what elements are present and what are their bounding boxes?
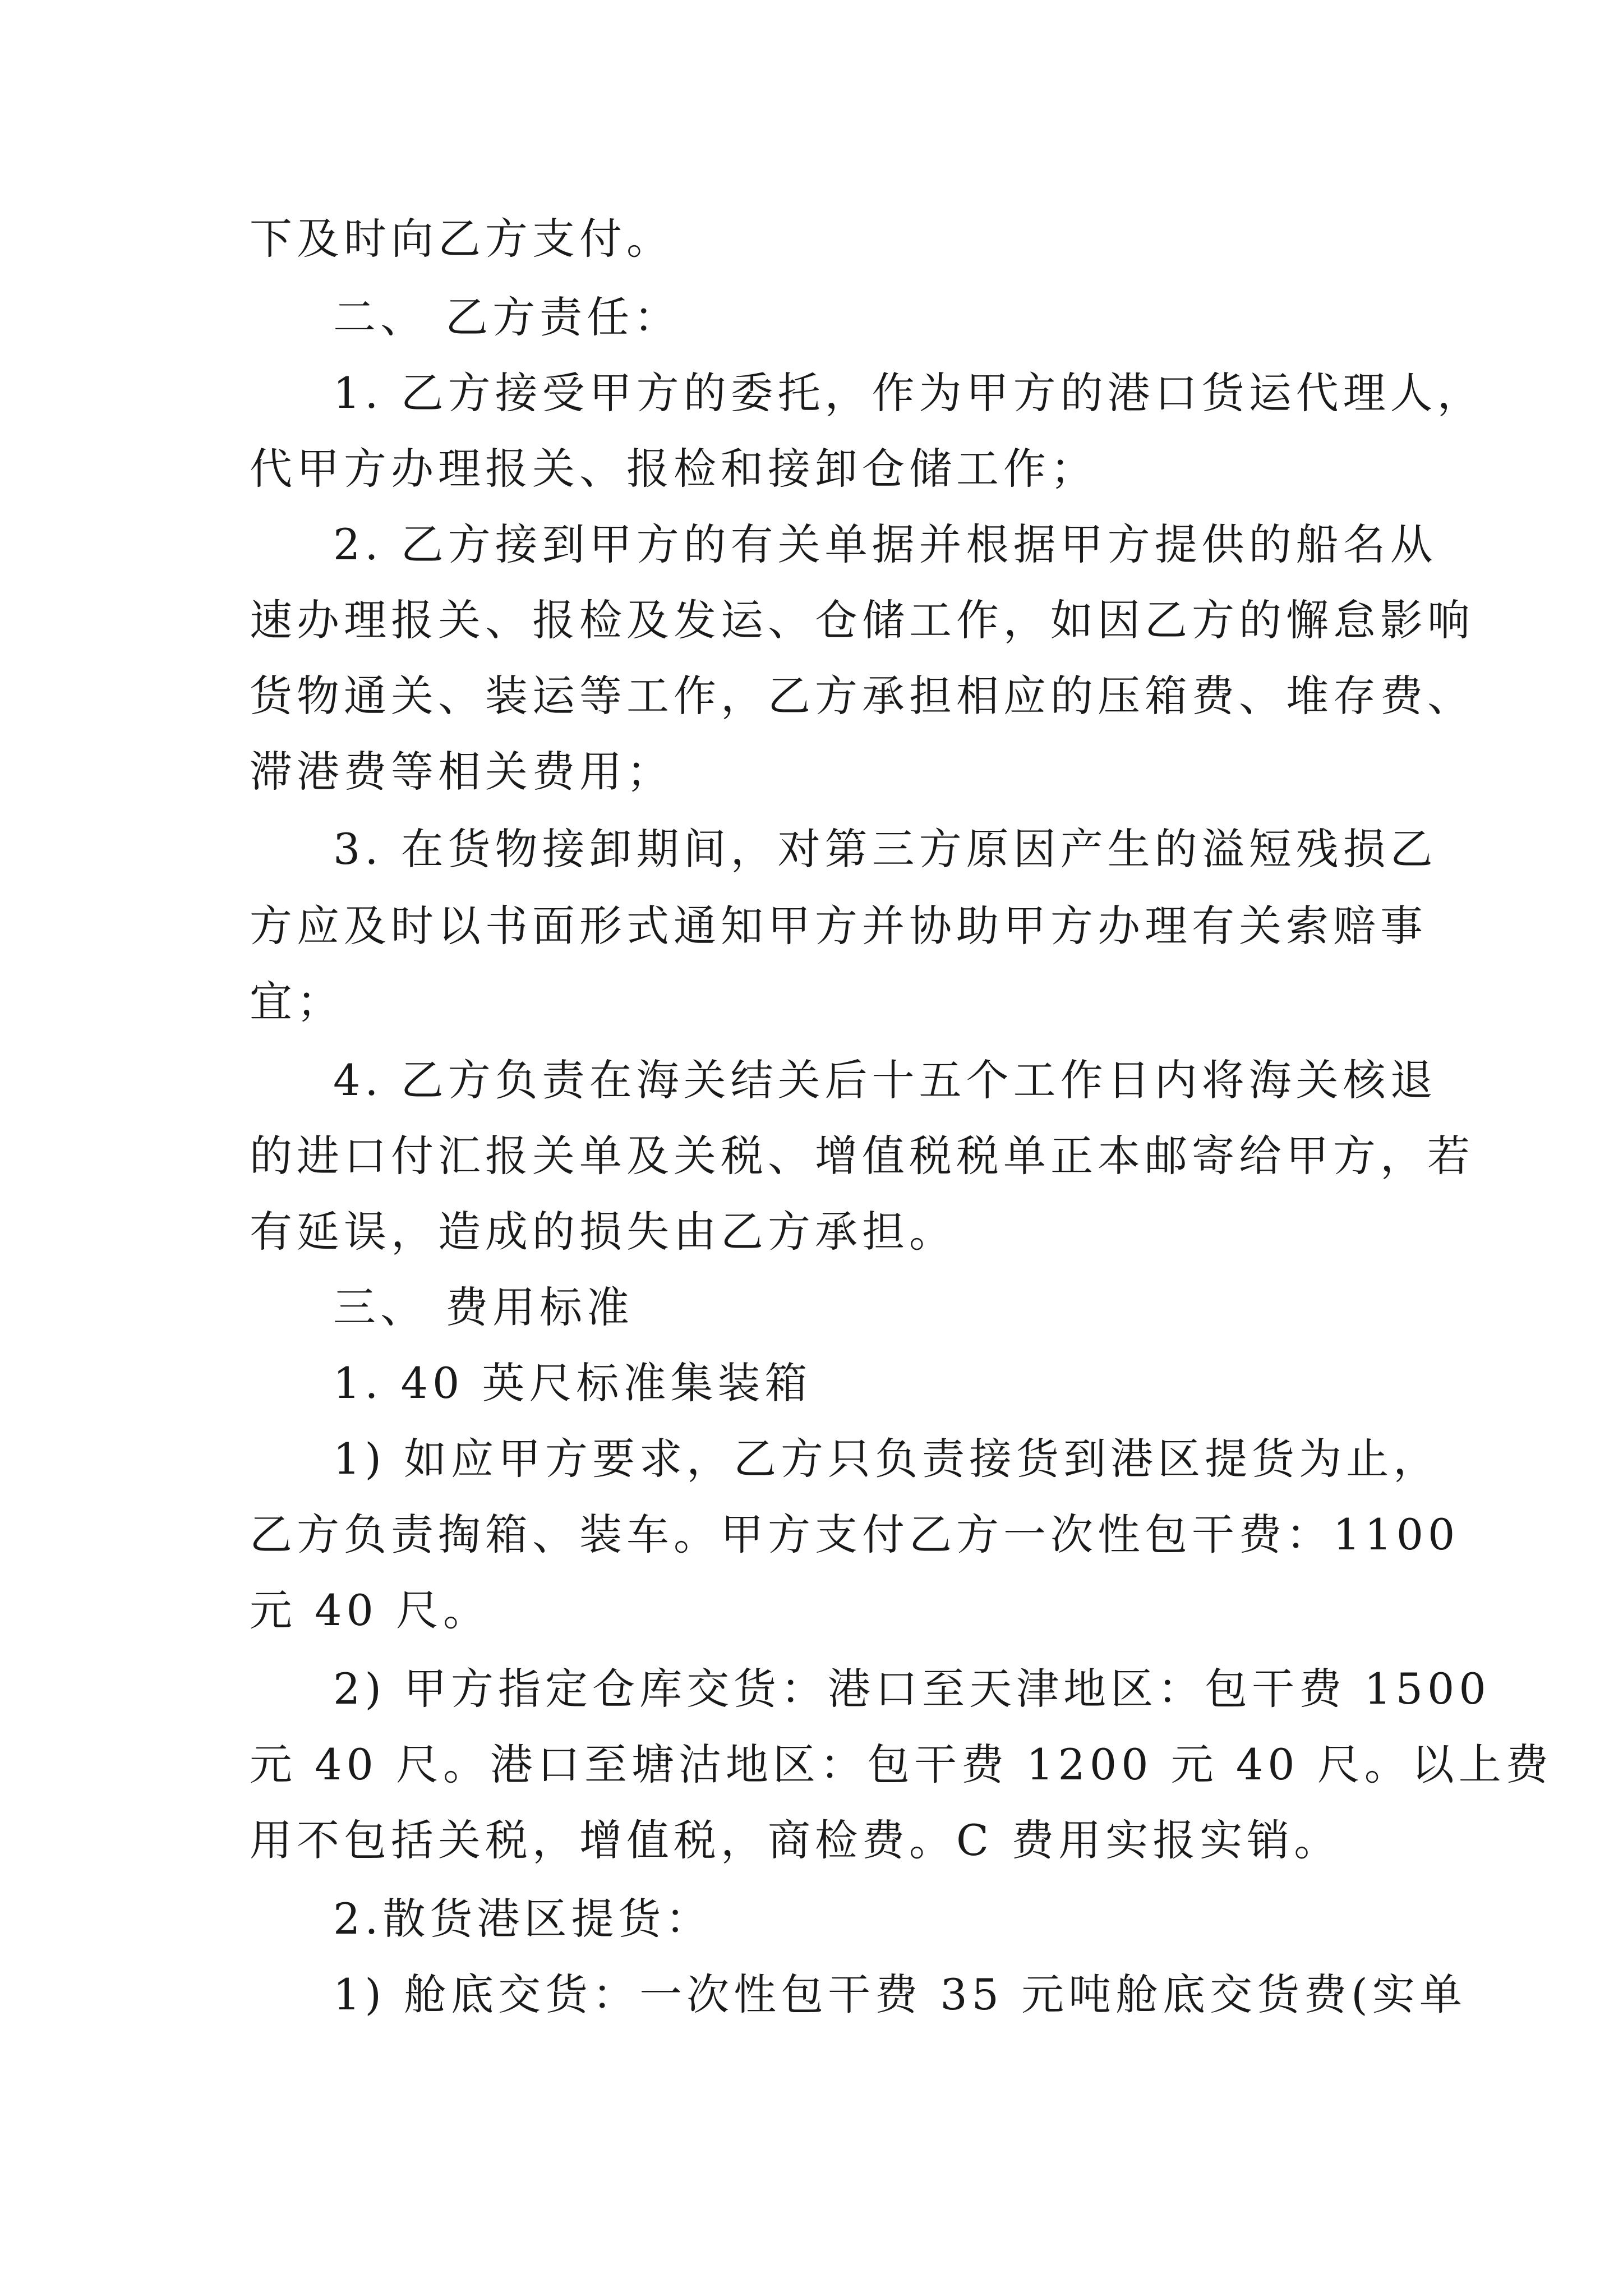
text-line-11: 宜；: [250, 977, 344, 1027]
text-line-24: 1) 舱底交货：一次性包干费 35 元吨舱底交货费(实单: [333, 1970, 1467, 2019]
text-line-9: 3. 在货物接卸期间，对第三方原因产生的溢短残损乙: [333, 824, 1437, 874]
text-line-6: 速办理报关、报检及发运、仓储工作，如因乙方的懈怠影响: [250, 595, 1474, 645]
text-line-8: 滞港费等相关费用；: [250, 747, 674, 797]
text-line-20: 2) 甲方指定仓库交货：港口至天津地区：包干费 1500: [333, 1664, 1491, 1714]
text-line-14: 有延误，造成的损失由乙方承担。: [250, 1207, 956, 1257]
text-line-21: 元 40 尺。港口至塘沽地区：包干费 1200 元 40 尺。以上费: [250, 1740, 1553, 1789]
text-line-4: 代甲方办理报关、报检和接卸仓储工作；: [250, 444, 1098, 494]
text-line-18: 乙方负责掏箱、装车。甲方支付乙方一次性包干费：1100: [250, 1510, 1460, 1559]
text-line-12: 4. 乙方负责在海关结关后十五个工作日内将海关核退: [333, 1055, 1437, 1105]
text-line-17: 1) 如应甲方要求，乙方只负责接货到港区提货为止，: [333, 1434, 1441, 1484]
text-line-22: 用不包括关税，增值税，商检费。C 费用实报实销。: [250, 1815, 1341, 1865]
text-line-10: 方应及时以书面形式通知甲方并协助甲方办理有关索赔事: [250, 901, 1427, 951]
text-line-19: 元 40 尺。: [250, 1585, 491, 1635]
text-line-5: 2. 乙方接到甲方的有关单据并根据甲方提供的船名从: [333, 519, 1437, 569]
text-line-3: 1. 乙方接受甲方的委托，作为甲方的港口货运代理人，: [333, 368, 1484, 418]
text-line-16: 1. 40 英尺标准集装箱: [333, 1358, 812, 1408]
text-line-13: 的进口付汇报关单及关税、增值税税单正本邮寄给甲方，若: [250, 1131, 1474, 1181]
text-line-23: 2.散货港区提货：: [333, 1894, 713, 1944]
section-heading-2: 二、 乙方责任：: [333, 292, 681, 342]
section-heading-3: 三、 费用标准: [333, 1282, 634, 1332]
text-line-1: 下及时向乙方支付。: [250, 214, 674, 264]
text-line-7: 货物通关、装运等工作，乙方承担相应的压箱费、堆存费、: [250, 671, 1474, 721]
